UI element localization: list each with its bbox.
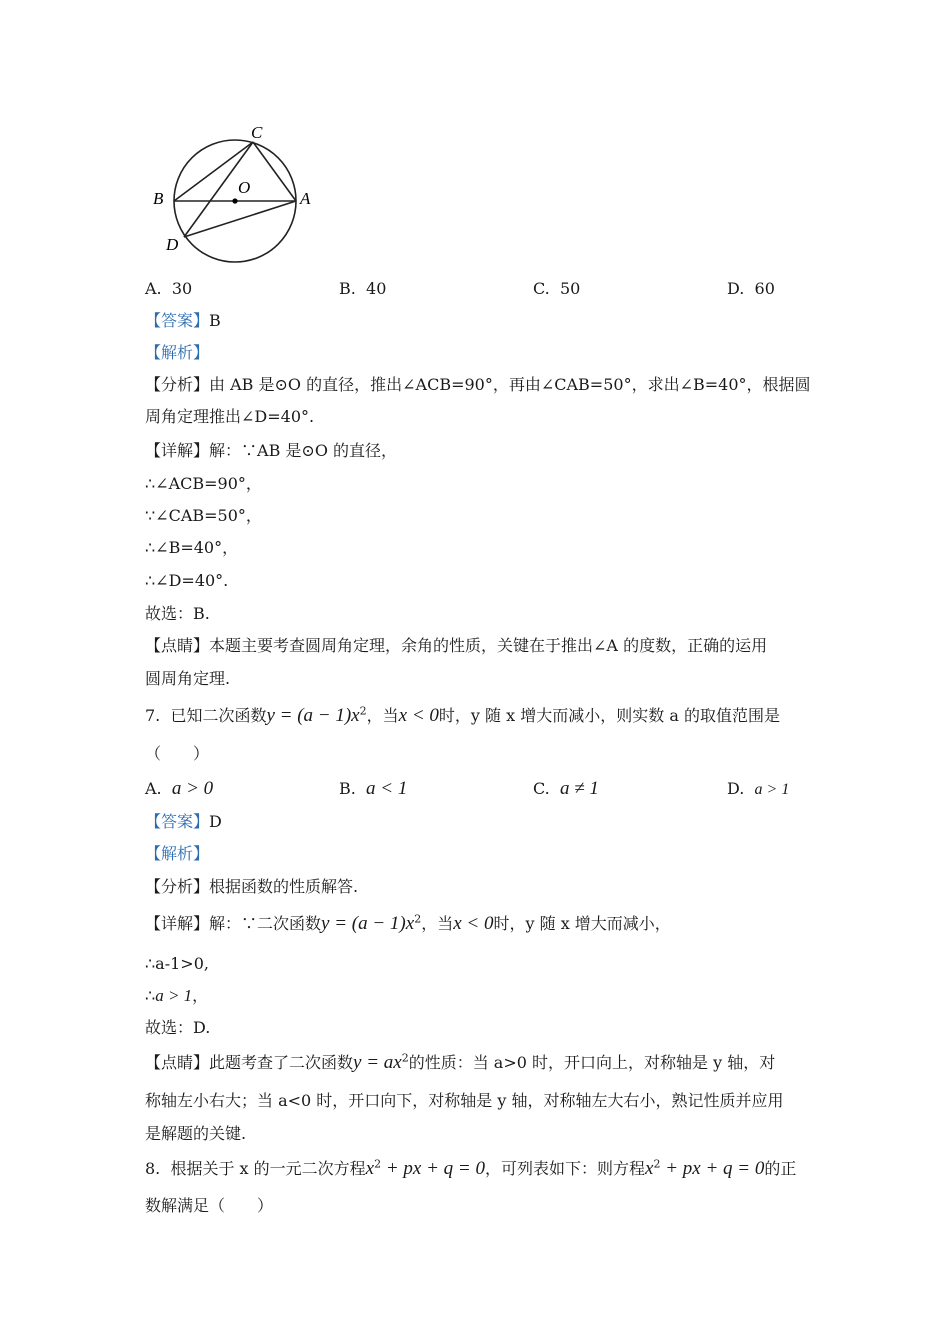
q6-fenxi: 【分析】由 AB 是⊙O 的直径，推出∠ACB=90°，再由∠CAB=50°，求出∠B=40°，根据圆	[145, 375, 811, 394]
q7-option-a: A. a > 0	[145, 778, 214, 799]
q6-choose: 故选：B.	[145, 604, 210, 623]
q7-comment-line3: 是解题的关键.	[145, 1124, 247, 1143]
q6-detail: 【详解】解：∵AB 是⊙O 的直径，	[145, 441, 398, 460]
label-d: D	[166, 235, 179, 254]
circle-figure	[150, 120, 325, 270]
q6-step-3: ∴∠B=40°，	[145, 538, 239, 557]
q7-comment: 【点睛】此题考查了二次函数$y = ax^2$的性质：当 a>0 时，开口向上，对称轴是 y 轴，对	[145, 1051, 776, 1073]
q6-option-b: B. 40	[339, 279, 387, 298]
q7-answer: 【答案】D	[145, 812, 222, 831]
q6-comment: 【点睛】本题主要考查圆周角定理，余角的性质，关键在于推出∠A 的度数，正确的运用	[145, 636, 768, 655]
q6-analysis-heading: 【解析】	[145, 343, 210, 362]
q7-option-b: B. a < 1	[339, 778, 408, 799]
q7-fenxi: 【分析】根据函数的性质解答.	[145, 877, 359, 896]
q6-option-a: A. 30	[145, 279, 193, 298]
q6-fenxi-line2: 周角定理推出∠D=40°.	[145, 407, 315, 426]
q7-option-d: D. a > 1	[727, 779, 790, 798]
label-b: B	[153, 189, 164, 208]
q6-answer: 【答案】B	[145, 311, 221, 330]
center-point	[232, 198, 237, 203]
q7-analysis-heading: 【解析】	[145, 844, 210, 863]
q8-stem-line2: 数解满足（ ）	[145, 1196, 274, 1215]
q6-comment-line2: 圆周角定理.	[145, 669, 231, 688]
label-o: O	[238, 178, 251, 197]
q6-step-4: ∴∠D=40°.	[145, 571, 229, 590]
label-c: C	[251, 123, 263, 142]
q6-option-c: C. 50	[533, 279, 581, 298]
q6-option-d: D. 60	[727, 279, 775, 298]
q6-step-2: ∵∠CAB=50°，	[145, 506, 262, 525]
q7-detail: 【详解】解：∵二次函数$y = (a - 1)x^2$，当x < 0时，y 随 x 增大而减小，	[145, 912, 671, 934]
label-a: A	[300, 189, 311, 208]
q6-step-1: ∴∠ACB=90°，	[145, 474, 262, 493]
chord-ca	[253, 142, 296, 201]
chord-da	[184, 201, 296, 237]
q8-stem: 8. 根据关于 x 的一元二次方程$x^2$ + px + q = 0，可列表如下：则方程$x^2$ + px + q = 0的正	[145, 1157, 797, 1179]
q7-step-2: ∴a > 1，	[145, 986, 209, 1005]
q7-option-c: C. a ≠ 1	[533, 778, 599, 799]
q7-step-1: ∴a-1>0,	[145, 954, 209, 973]
q7-stem: 7. 已知二次函数$y = (a - 1)x^2$，当x < 0时，y 随 x 增大而减小，则实数 a 的取值范围是	[145, 704, 780, 726]
q7-blank: （ ）	[145, 744, 210, 763]
q7-comment-line2: 称轴左小右大；当 a<0 时，开口向下，对称轴是 y 轴，对称轴左大右小，熟记性质并应用	[145, 1091, 784, 1110]
q7-choose: 故选：D.	[145, 1018, 211, 1037]
